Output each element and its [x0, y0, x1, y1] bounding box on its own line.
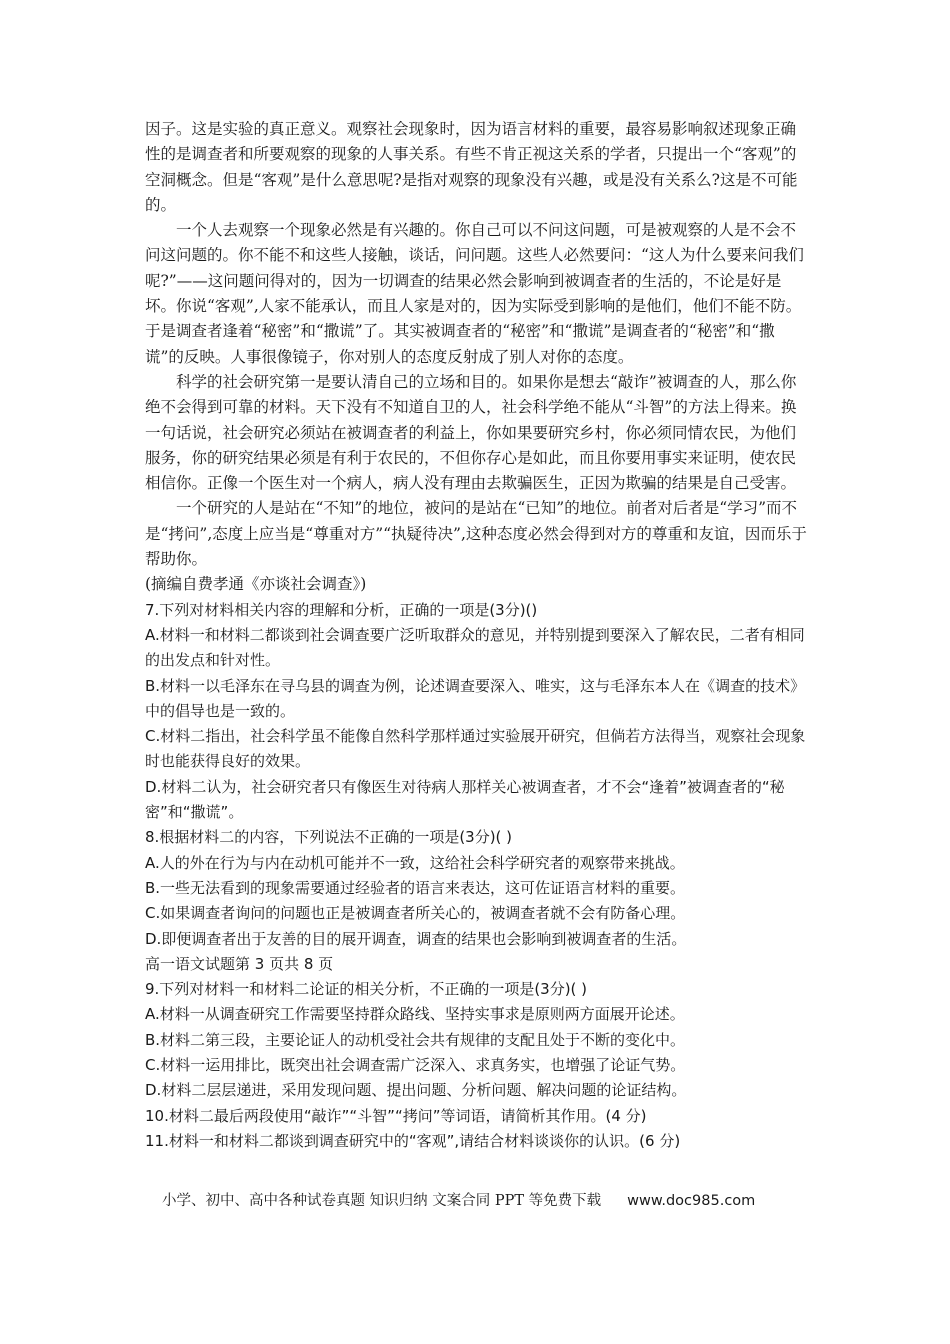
question-8-option-a: A.人的外在行为与内在动机可能并不一致，这给社会科学研究者的观察带来挑战。 — [145, 853, 685, 872]
footer-banner — [162, 1190, 802, 1212]
question-8-option-b: B.一些无法看到的现象需要通过经验者的语言来表达，这可佐证语言材料的重要。 — [145, 878, 686, 897]
page-marker: 高一语文试题第 3 页共 8 页 — [145, 954, 334, 973]
question-7-stem: 7.下列对材料相关内容的理解和分析，正确的一项是(3分)() — [145, 600, 538, 619]
question-9-option-c: C.材料一运用排比，既突出社会调查需广泛深入、求真务实，也增强了论证气势。 — [145, 1055, 686, 1074]
document-body — [145, 117, 810, 1154]
passage-paragraph-1: 因子。这是实验的真正意义。观察社会现象时，因为语言材料的重要，最容易影响叙述现象正确性的是调查者和所要观察的现象的人事关系。有些不肯正视这关系的学者，只提出一个“客观”的空洞概念。但是“客观”是什么意思呢?是指对观察的现象没有兴趣，或是没有关系么?这是不可能的。 — [145, 120, 798, 214]
question-11: 11.材料一和材料二都谈到调查研究中的“客观”,请结合材料谈谈你的认识。(6 分) — [145, 1131, 681, 1150]
question-8-option-d: D.即便调查者出于友善的目的展开调查，调查的结果也会影响到被调查者的生活。 — [145, 929, 687, 948]
passage-paragraph-3: 科学的社会研究第一是要认清自己的立场和目的。如果你是想去“敲诈”被调查的人，那么你绝不会得到可靠的材料。天下没有不知道自卫的人，社会科学绝不能从“斗智”的方法上得来。换一句话说，社会研究必须站在被调查者的利益上，你如果要研究乡村，你必须同情农民，为他们服务，你的研究结果必须是有利于农民的，不但你存心是如此，而且你要用事实来证明，使农民相信你。正像一个医生对一个病人，病人没有理由去欺骗医生，正因为欺骗的结果是自己受害。 — [145, 372, 797, 493]
footer-site-link[interactable]: www.doc985.com — [627, 1193, 756, 1209]
question-9-option-a: A.材料一从调查研究工作需要坚持群众路线、坚持实事求是原则两方面展开论述。 — [145, 1005, 685, 1024]
question-7-option-d: D.材料二认为，社会研究者只有像医生对待病人那样关心被调查者，才不会“逢着”被调查者的“秘密”和“撒谎”。 — [145, 777, 785, 822]
question-9-stem: 9.下列对材料一和材料二论证的相关分析，不正确的一项是(3分)( ) — [145, 980, 588, 999]
question-9-option-b: B.材料二第三段，主要论证人的动机受社会共有规律的支配且处于不断的变化中。 — [145, 1030, 686, 1049]
question-10: 10.材料二最后两段使用“敲诈”“斗智”“拷问”等词语，请简析其作用。(4 分) — [145, 1106, 647, 1125]
passage-paragraph-4: 一个研究的人是站在“不知”的地位，被问的是站在“已知”的地位。前者对后者是“学习”而不是“拷问”,态度上应当是“尊重对方”“执疑待决”,这种态度必然会得到对方的尊重和友谊，因而乐于帮助你。 — [145, 499, 807, 569]
question-7-option-c: C.材料二指出，社会科学虽不能像自然科学那样通过实验展开研究，但倘若方法得当，观察社会现象时也能获得良好的效果。 — [145, 727, 806, 771]
passage-paragraph-2: 一个人去观察一个现象必然是有兴趣的。你自己可以不问这问题，可是被观察的人是不会不问这问题的。你不能不和这些人接触，谈话，问问题。这些人必然要问：“这人为什么要来问我们呢?”——这问题问得对的，因为一切调查的结果必然会影响到被调查者的生活的，不论是好是坏。你说“客观”,人家不能承认，而且人家是对的，因为实际受到影响的是他们，他们不能不防。于是调查者逢着“秘密”和“撒谎”了。其实被调查者的“秘密”和“撒谎”是调查者的“秘密”和“撒谎”的反映。人事很像镜子，你对别人的态度反射成了别人对你的态度。 — [145, 221, 804, 366]
question-9-option-d: D.材料二层层递进，采用发现问题、提出问题、分析问题、解决问题的论证结构。 — [145, 1081, 687, 1100]
passage-source: (摘编自费孝通《亦谈社会调查》) — [145, 575, 367, 594]
question-8-option-c: C.如果调查者询问的问题也正是被调查者所关心的，被调查者就不会有防备心理。 — [145, 904, 686, 923]
footer-text: 小学、初中、高中各种试卷真题 知识归纳 文案合同 PPT 等免费下载 — [162, 1193, 602, 1209]
question-7-option-a: A.材料一和材料二都谈到社会调查要广泛听取群众的意见，并特别提到要深入了解农民，二者有相同的出发点和针对性。 — [145, 625, 805, 670]
question-8-stem: 8.根据材料二的内容，下列说法不正确的一项是(3分)( ) — [145, 828, 513, 847]
question-7-option-b: B.材料一以毛泽东在寻乌县的调查为例，论述调查要深入、唯实，这与毛泽东本人在《调查的技术》中的倡导也是一致的。 — [145, 676, 806, 720]
